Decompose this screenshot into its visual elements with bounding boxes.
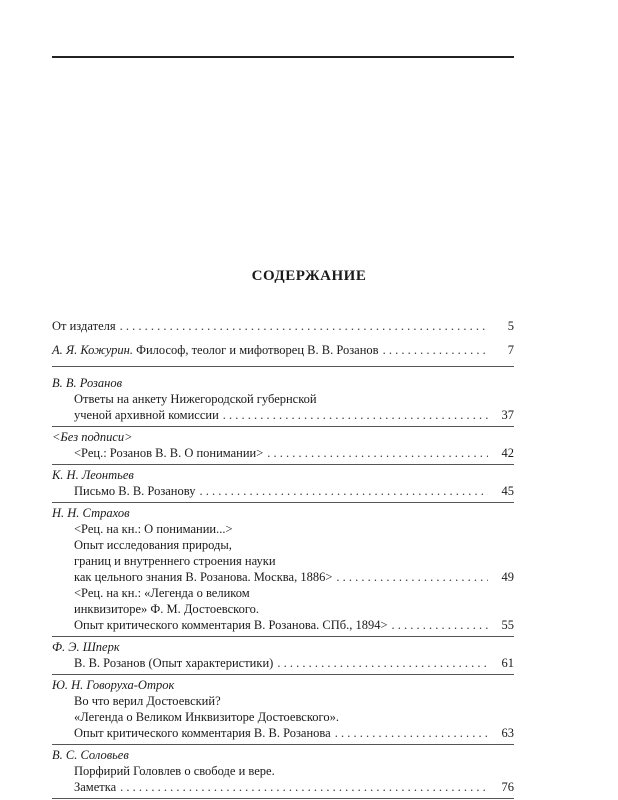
toc-author: К. Н. Леонтьев bbox=[52, 468, 134, 482]
page-title: СОДЕРЖАНИЕ bbox=[251, 268, 367, 284]
toc-page-number: 5 bbox=[507, 319, 514, 333]
leader-dots bbox=[383, 342, 488, 358]
toc-entry-publisher[interactable] bbox=[52, 318, 514, 334]
toc-page-number: 42 bbox=[501, 446, 514, 460]
leader-dots bbox=[335, 725, 488, 741]
toc-entry-strakhov-1[interactable]: как цельного знания В. Розанова. Москва, 1886> . . . 49 bbox=[52, 569, 514, 585]
leader-dots bbox=[336, 569, 488, 585]
toc-author: А. Я. Кожурин. bbox=[52, 343, 133, 357]
toc-entry-leontiev[interactable]: Письмо В. В. Розанову . . . 45 bbox=[52, 483, 514, 499]
toc-section-sperk bbox=[52, 637, 514, 675]
toc-page-number: 55 bbox=[501, 618, 514, 632]
toc-entry-soloviev[interactable]: Заметка . . . 76 bbox=[52, 779, 514, 795]
toc-entry-unsigned[interactable]: <Рец.: Розанов В. В. О понимании> . . . 42 bbox=[52, 445, 514, 461]
leader-dots bbox=[223, 407, 488, 423]
toc-page-number: 45 bbox=[501, 484, 514, 498]
toc-page-number: 63 bbox=[501, 726, 514, 740]
toc-author: Ю. Н. Говоруха-Отрок bbox=[52, 678, 175, 692]
toc-section-leontiev bbox=[52, 465, 514, 503]
toc-entry-line[interactable]: Опыт исследования природы, bbox=[74, 538, 232, 552]
toc-section-unsigned bbox=[52, 427, 514, 465]
toc-entry-line[interactable]: <Рец. на кн.: «Легенда о великом bbox=[74, 586, 250, 600]
toc-section-strakhov bbox=[52, 503, 514, 637]
toc-section-soloviev bbox=[52, 745, 514, 799]
toc-entry-govorukha[interactable]: Опыт критического комментария В. В. Розанова . . . 63 bbox=[52, 725, 514, 741]
leader-dots bbox=[267, 445, 488, 461]
toc-entry-line[interactable]: Ответы на анкету Нижегородской губернской bbox=[74, 392, 317, 406]
toc-page-number: 37 bbox=[501, 408, 514, 422]
toc-section-kozhurin bbox=[52, 342, 514, 367]
toc-author: <Без подписи> bbox=[52, 430, 133, 444]
toc-entry-rozanov[interactable]: ученой архивной комиссии . . . 37 bbox=[52, 407, 514, 423]
toc-author: В. С. Соловьев bbox=[52, 748, 129, 762]
toc-author: В. В. Розанов bbox=[52, 376, 123, 390]
toc-entry-line[interactable]: «Легенда о Великом Инквизиторе Достоевского». bbox=[74, 710, 339, 724]
header-rule bbox=[52, 56, 514, 58]
toc-entry-sperk[interactable]: В. В. Розанов (Опыт характеристики) . . . 61 bbox=[52, 655, 514, 671]
toc-entry-line[interactable]: границ и внутреннего строения науки bbox=[74, 554, 276, 568]
toc-section-govorukha bbox=[52, 675, 514, 745]
leader-dots bbox=[277, 655, 488, 671]
toc-entry-line[interactable]: Порфирий Головлев о свободе и вере. bbox=[74, 764, 275, 778]
toc-entry-strakhov-2[interactable]: Опыт критического комментария В. Розанова. СПб., 1894> . . . 55 bbox=[52, 617, 514, 633]
toc-entry-line[interactable]: инквизиторе» Ф. М. Достоевского. bbox=[74, 602, 260, 616]
table-of-contents bbox=[52, 318, 514, 799]
toc-entry-line[interactable]: <Рец. на кн.: О понимании...> bbox=[74, 522, 233, 536]
toc-entry-kozhurin[interactable] bbox=[52, 342, 514, 358]
toc-author: Н. Н. Страхов bbox=[52, 506, 130, 520]
leader-dots bbox=[392, 617, 488, 633]
toc-page-number: 49 bbox=[501, 570, 514, 584]
toc-page-number: 61 bbox=[501, 656, 514, 670]
toc-section-rozanov bbox=[52, 367, 514, 427]
toc-entry-line[interactable]: Во что верил Достоевский? bbox=[74, 694, 221, 708]
leader-dots bbox=[120, 779, 488, 795]
toc-entry-title: Философ, теолог и мифотворец В. В. Розанов bbox=[132, 343, 379, 357]
toc-entry-title: От издателя bbox=[52, 319, 116, 333]
toc-author: Ф. Э. Шперк bbox=[52, 640, 120, 654]
toc-page-number: 7 bbox=[507, 343, 514, 357]
leader-dots bbox=[199, 483, 488, 499]
toc-page-number: 76 bbox=[501, 780, 514, 794]
leader-dots bbox=[120, 318, 488, 334]
